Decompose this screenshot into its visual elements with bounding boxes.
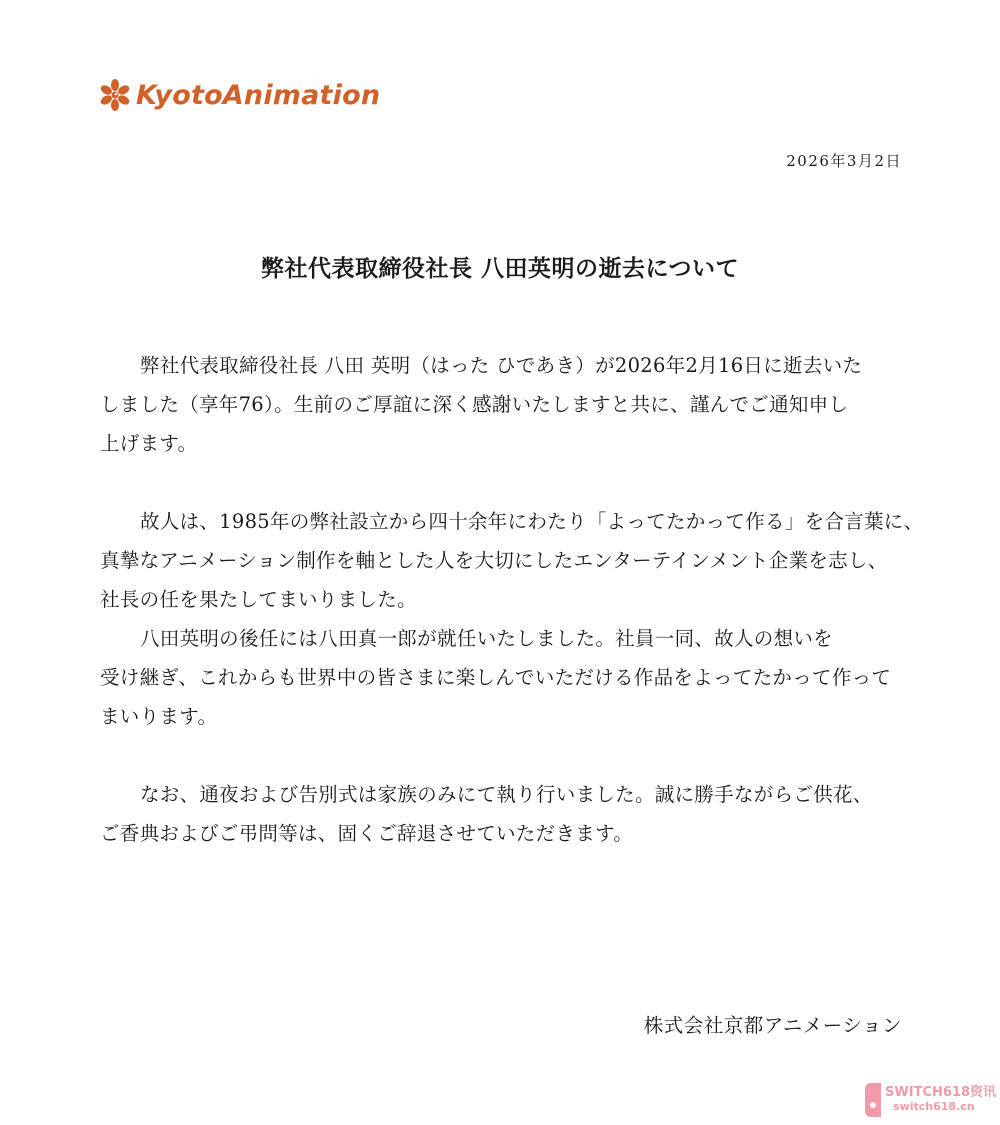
text-line: 故人は、1985年の弊社設立から四十余年にわたり「よってたかって作る」を合言葉に、 (139, 510, 924, 533)
text-line: 社長の任を果たしてまいりました。 (100, 588, 417, 611)
watermark (865, 1083, 996, 1117)
text-line: しました（享年76）。生前のご厚誼に深く感謝いたしますと共に、謹んでご通知申し (100, 393, 849, 416)
text-line: 真摯なアニメーション制作を軸とした人を大切にしたエンターテインメント企業を志し、 (100, 549, 888, 572)
watermark-url: switch618.cn (893, 1100, 975, 1113)
text-line: 受け継ぎ、これからも世界中の皆さまに楽しんでいただける作品をよってたかって作って (100, 666, 892, 689)
text-line: 弊社代表取締役社長 八田 英明（はった ひであき）が2026年2月16日に逝去いた (139, 354, 863, 377)
watermark-title: SWITCH618资讯 (885, 1085, 996, 1100)
text-line: 八田英明の後任には八田真一郎が就任いたしました。社員一同、故人の想いを (139, 627, 833, 650)
text-line: 上げます。 (100, 432, 198, 455)
company-signature: 株式会社京都アニメーション (643, 1014, 902, 1037)
paragraph-4 (100, 775, 910, 853)
paragraph-3 (100, 619, 910, 736)
document-body (100, 346, 924, 853)
logo-text: KyotoAnimation (136, 79, 381, 111)
flower-icon (98, 78, 132, 112)
paragraph-1 (100, 346, 910, 463)
kyoto-animation-logo (98, 78, 380, 112)
text-line: ご香典およびご弔問等は、固くご辞退させていただきます。 (100, 822, 634, 845)
text-line: まいります。 (100, 705, 218, 728)
switch-console-icon (865, 1083, 881, 1117)
text-line: なお、通夜および告別式は家族のみにて執り行いました。誠に勝手ながらご供花、 (139, 783, 873, 806)
paragraph-2 (100, 502, 924, 619)
page-title: 弊社代表取締役社長 八田英明の逝去について (260, 255, 740, 282)
document-date: 2026年3月2日 (786, 152, 902, 170)
